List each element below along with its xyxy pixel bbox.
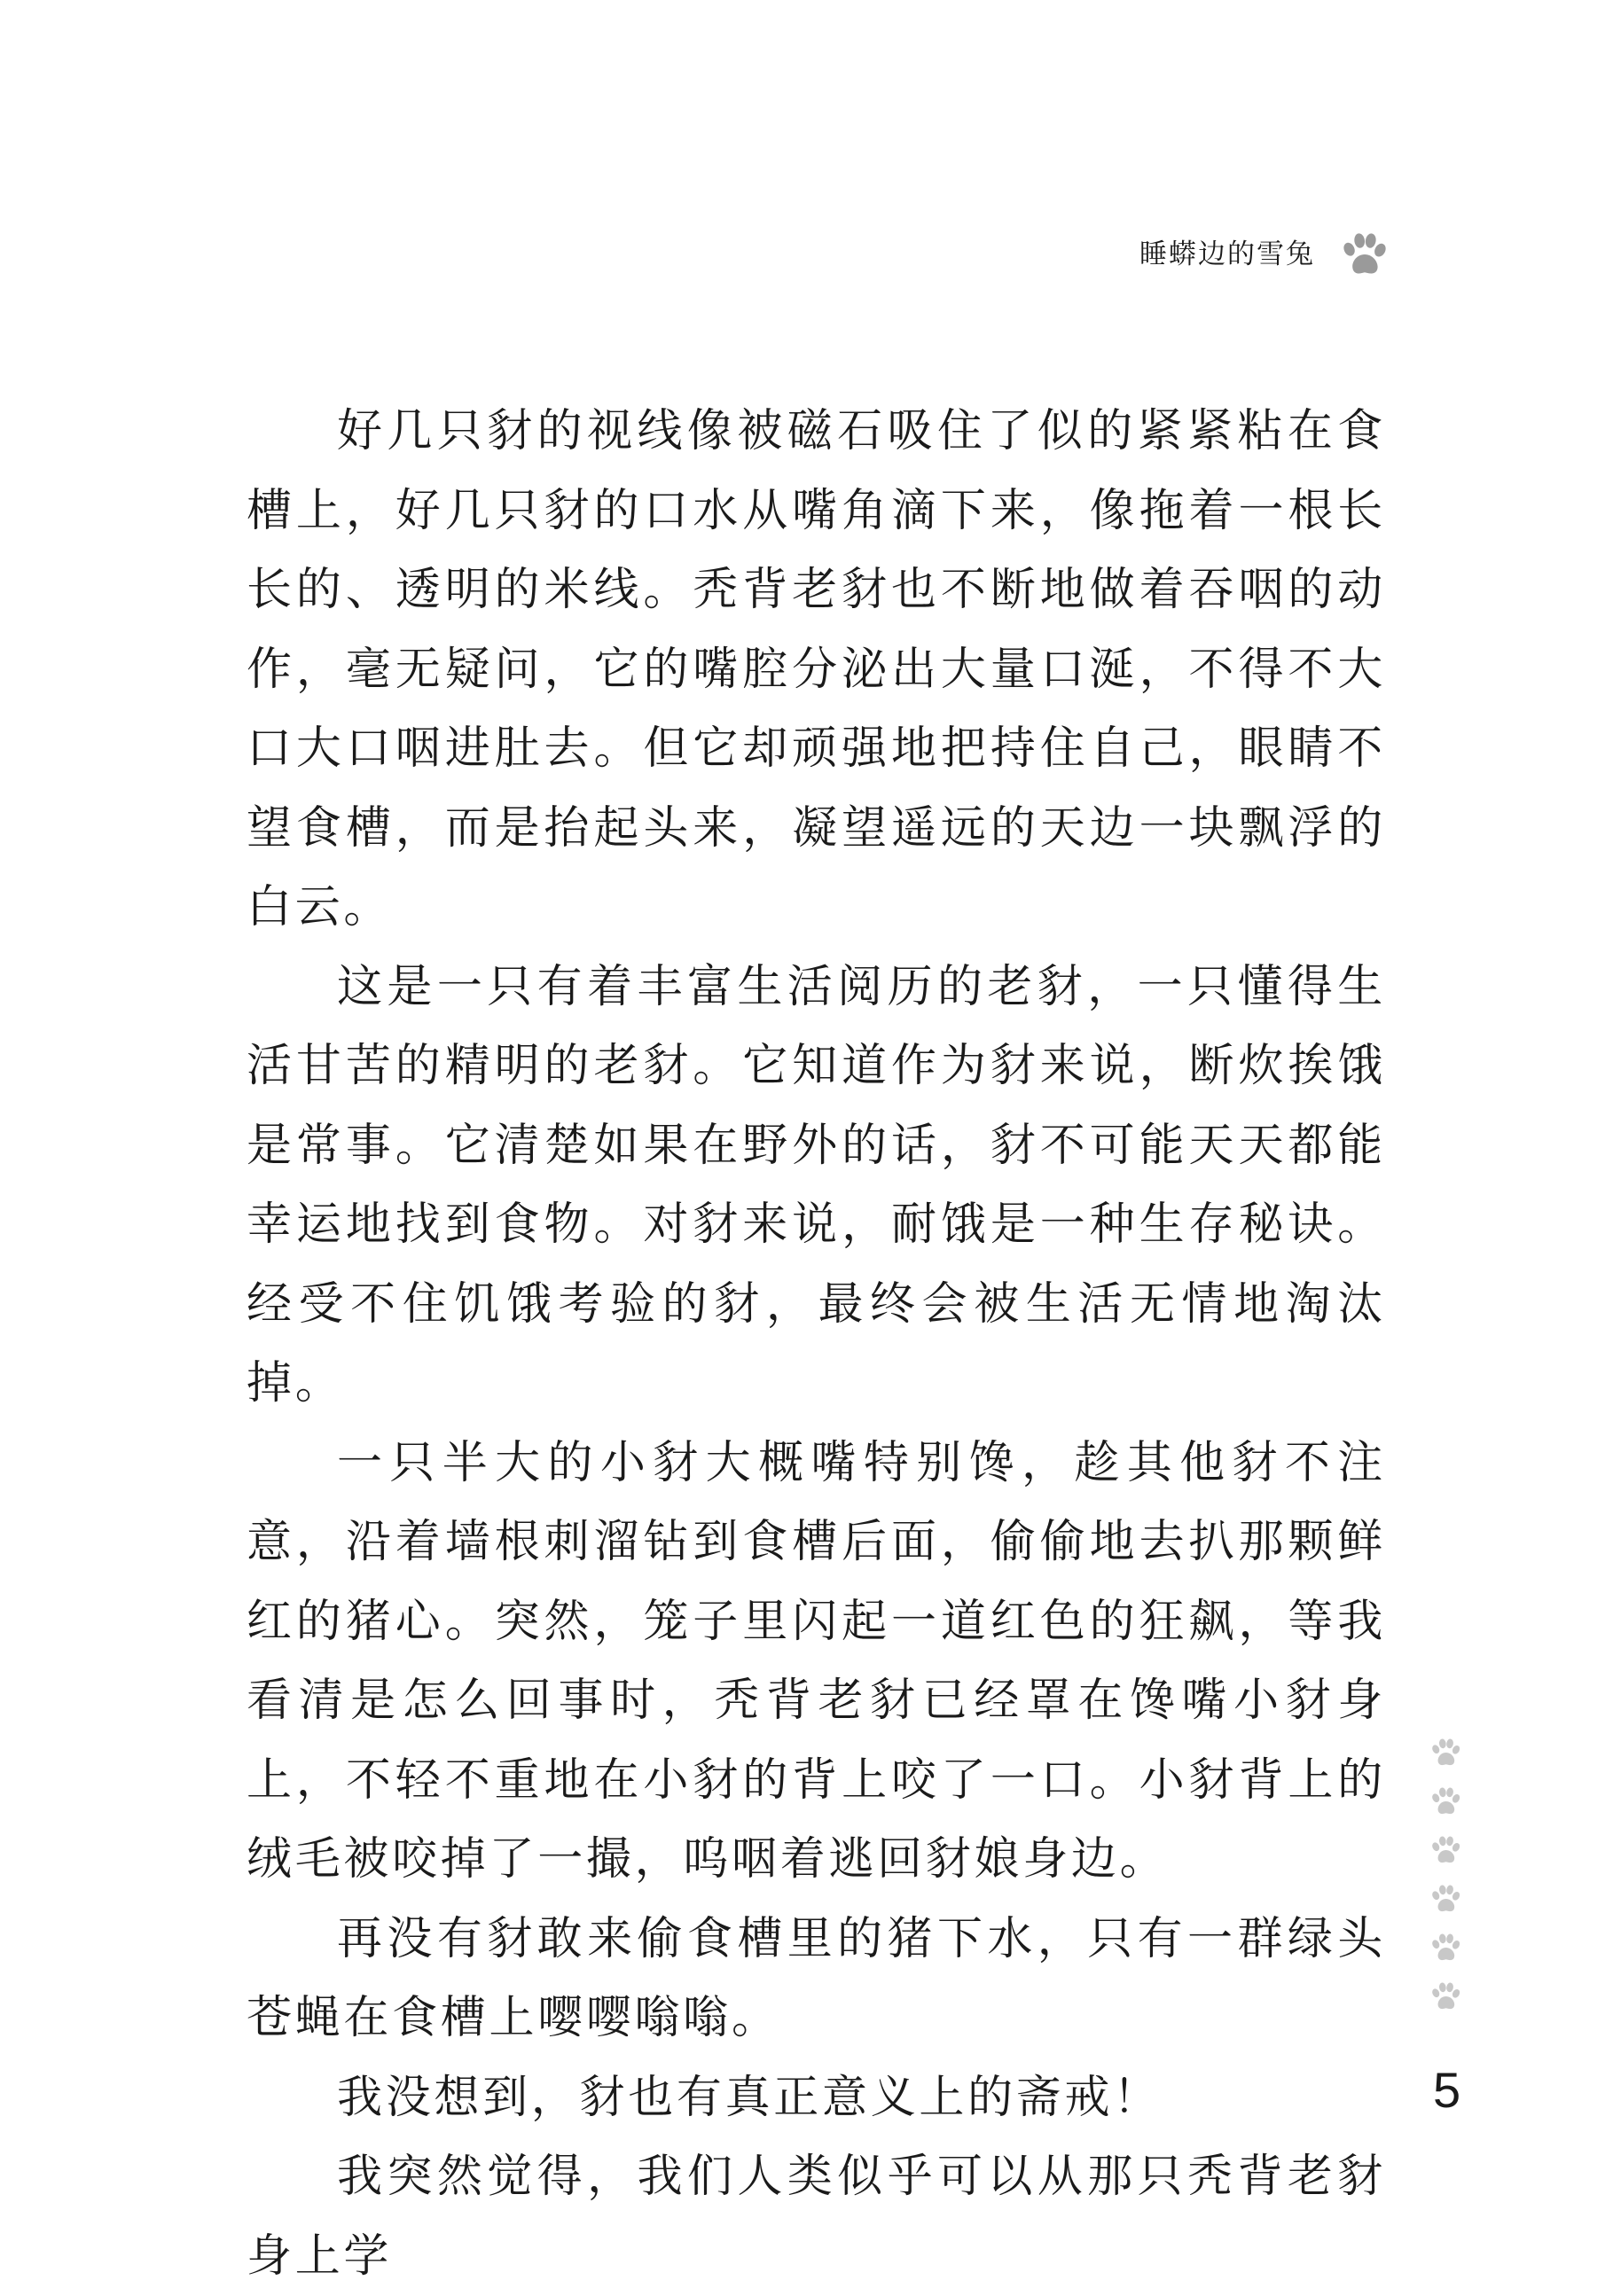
paragraph: 这是一只有着丰富生活阅历的老豺，一只懂得生活甘苦的精明的老豺。它知道作为豺来说，断炊挨饿是常事。它清楚如果在野外的话，豺不可能天天都能幸运地找到食物。对豺来说，耐饿是一种生存秘诀。经受不住饥饿考验的豺，最终会被生活无情地淘汰掉。 (247, 960, 1386, 1410)
paw-print-icon (1429, 1736, 1462, 1769)
side-paw-decoration (1429, 1736, 1471, 2028)
running-header-title: 睡蟒边的雪兔 (1139, 238, 1315, 270)
paw-print-icon (1429, 1931, 1462, 1964)
paw-print-icon (1429, 1882, 1462, 1916)
paragraph: 好几只豺的视线像被磁石吸住了似的紧紧粘在食槽上，好几只豺的口水从嘴角滴下来，像拖着一根长长的、透明的米线。秃背老豺也不断地做着吞咽的动作，毫无疑问，它的嘴腔分泌出大量口涎，不得不大口大口咽进肚去。但它却顽强地把持住自己，眼睛不望食槽，而是抬起头来，凝望遥远的天边一块飘浮的白云。 (247, 405, 1386, 933)
paw-print-icon (1338, 229, 1390, 280)
body-text (247, 392, 1386, 2296)
paragraph: 一只半大的小豺大概嘴特别馋，趁其他豺不注意，沿着墙根刺溜钻到食槽后面，偷偷地去扒那颗鲜红的猪心。突然，笼子里闪起一道红色的狂飙，等我看清是怎么回事时，秃背老豺已经罩在馋嘴小豺身上，不轻不重地在小豺的背上咬了一口。小豺背上的绒毛被咬掉了一撮，呜咽着逃回豺娘身边。 (247, 1436, 1386, 1886)
paw-print-icon (1429, 1784, 1462, 1818)
running-header (1139, 229, 1390, 280)
page-number: 5 (1433, 2062, 1461, 2118)
paw-print-icon (1429, 1980, 1462, 2013)
paw-print-icon (1429, 1833, 1462, 1867)
paragraph: 我没想到，豺也有真正意义上的斋戒！ (337, 2071, 1162, 2124)
paragraph: 我突然觉得，我们人类似乎可以从那只秃背老豺身上学 (247, 2151, 1386, 2283)
paragraph: 再没有豺敢来偷食槽里的猪下水，只有一群绿头苍蝇在食槽上嘤嘤嗡嗡。 (247, 1912, 1386, 2044)
